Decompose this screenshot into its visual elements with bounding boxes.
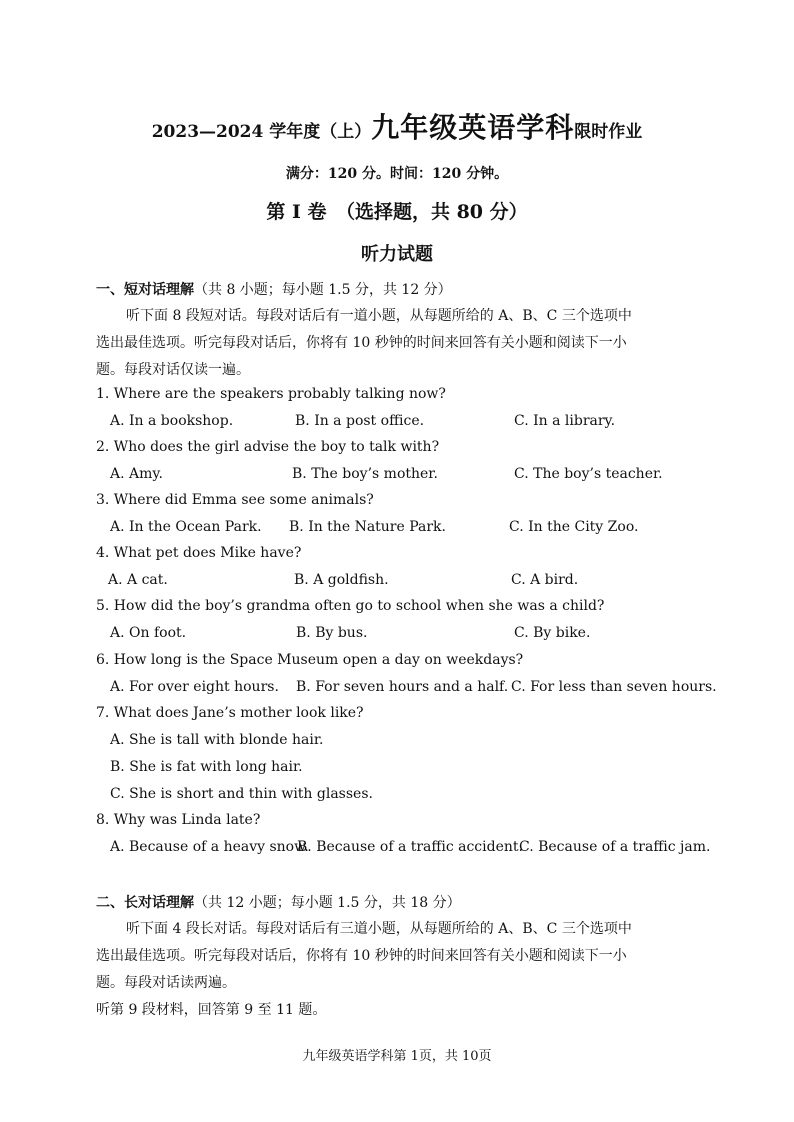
volume-heading: 第 I 卷 （选择题，共 80 分） [266, 201, 528, 223]
title-years: 2023—2024 学年度（上） [151, 122, 372, 142]
section1-title: 一、短对话理解 [96, 282, 194, 298]
section1-instruction-3: 题。每段对话仅读一遍。 [96, 362, 250, 378]
q5-option-c: C. By bike. [514, 625, 591, 641]
q8-option-c: C. Because of a traffic jam. [519, 839, 711, 855]
question-8: 8. Why was Linda late? [96, 812, 261, 828]
q5-option-b: B. By bus. [296, 625, 368, 641]
q1-option-b: B. In a post office. [295, 413, 425, 429]
question-6: 6. How long is the Space Museum open a day on weekdays? [96, 652, 524, 668]
exam-title [0, 106, 794, 146]
section2-instruction-3: 题。每段对话读两遍。 [96, 975, 236, 991]
q3-option-b: B. In the Nature Park. [289, 519, 446, 535]
q7-option-c: C. She is short and thin with glasses. [110, 786, 373, 802]
title-main: 九年级英语学科 [371, 111, 575, 144]
q3-option-a: A. In the Ocean Park. [110, 519, 262, 535]
q4-option-c: C. A bird. [511, 572, 579, 588]
question-7: 7. What does Jane’s mother look like? [96, 705, 364, 721]
q2-option-c: C. The boy’s teacher. [514, 466, 663, 482]
score-time: 满分：120 分。时间：120 分钟。 [285, 166, 509, 182]
section2-note: （共 12 小题；每小题 1.5 分，共 18 分） [194, 895, 461, 911]
question-1: 1. Where are the speakers probably talking now? [96, 386, 446, 402]
part-heading: 听力试题 [361, 244, 433, 265]
q5-option-a: A. On foot. [110, 625, 187, 641]
q4-option-a: A. A cat. [108, 572, 168, 588]
section2-heading [96, 892, 461, 912]
q6-option-a: A. For over eight hours. [110, 679, 279, 695]
title-suffix: 限时作业 [574, 122, 643, 142]
page-footer: 九年级英语学科第 1页，共 10页 [302, 1049, 492, 1064]
question-4: 4. What pet does Mike have? [96, 545, 302, 561]
q3-option-c: C. In the City Zoo. [509, 519, 639, 535]
q7-option-a: A. She is tall with blonde hair. [110, 732, 324, 748]
section2-material: 听第 9 段材料，回答第 9 至 11 题。 [96, 1002, 327, 1018]
q8-option-b: B. Because of a traffic accident. [297, 839, 523, 855]
section1-instruction-2: 选出最佳选项。听完每段对话后，你将有 10 秒钟的时间来回答有关小题和阅读下一小 [96, 335, 627, 351]
section1-instruction-1: 听下面 8 段短对话。每段对话后有一道小题，从每题所给的 A、B、C 三个选项中 [126, 308, 632, 324]
section2-title: 二、长对话理解 [96, 895, 194, 911]
q1-option-c: C. In a library. [514, 413, 616, 429]
section1-note: （共 8 小题；每小题 1.5 分，共 12 分） [194, 282, 452, 298]
q1-option-a: A. In a bookshop. [110, 413, 234, 429]
section2-instruction-2: 选出最佳选项。听完每段对话后，你将有 10 秒钟的时间来回答有关小题和阅读下一小 [96, 948, 627, 964]
question-5: 5. How did the boy’s grandma often go to school when she was a child? [96, 598, 605, 614]
q6-option-b: B. For seven hours and a half. [296, 679, 509, 695]
q4-option-b: B. A goldfish. [294, 572, 389, 588]
question-2: 2. Who does the girl advise the boy to talk with? [96, 439, 440, 455]
q8-option-a: A. Because of a heavy snow. [110, 839, 309, 855]
q6-option-c: C. For less than seven hours. [511, 679, 717, 695]
q7-option-b: B. She is fat with long hair. [110, 759, 303, 775]
section2-instruction-1: 听下面 4 段长对话。每段对话后有三道小题，从每题所给的 A、B、C 三个选项中 [126, 921, 632, 937]
q2-option-b: B. The boy’s mother. [292, 466, 438, 482]
question-3: 3. Where did Emma see some animals? [96, 492, 374, 508]
q2-option-a: A. Amy. [110, 466, 163, 482]
section1-heading [96, 279, 452, 299]
